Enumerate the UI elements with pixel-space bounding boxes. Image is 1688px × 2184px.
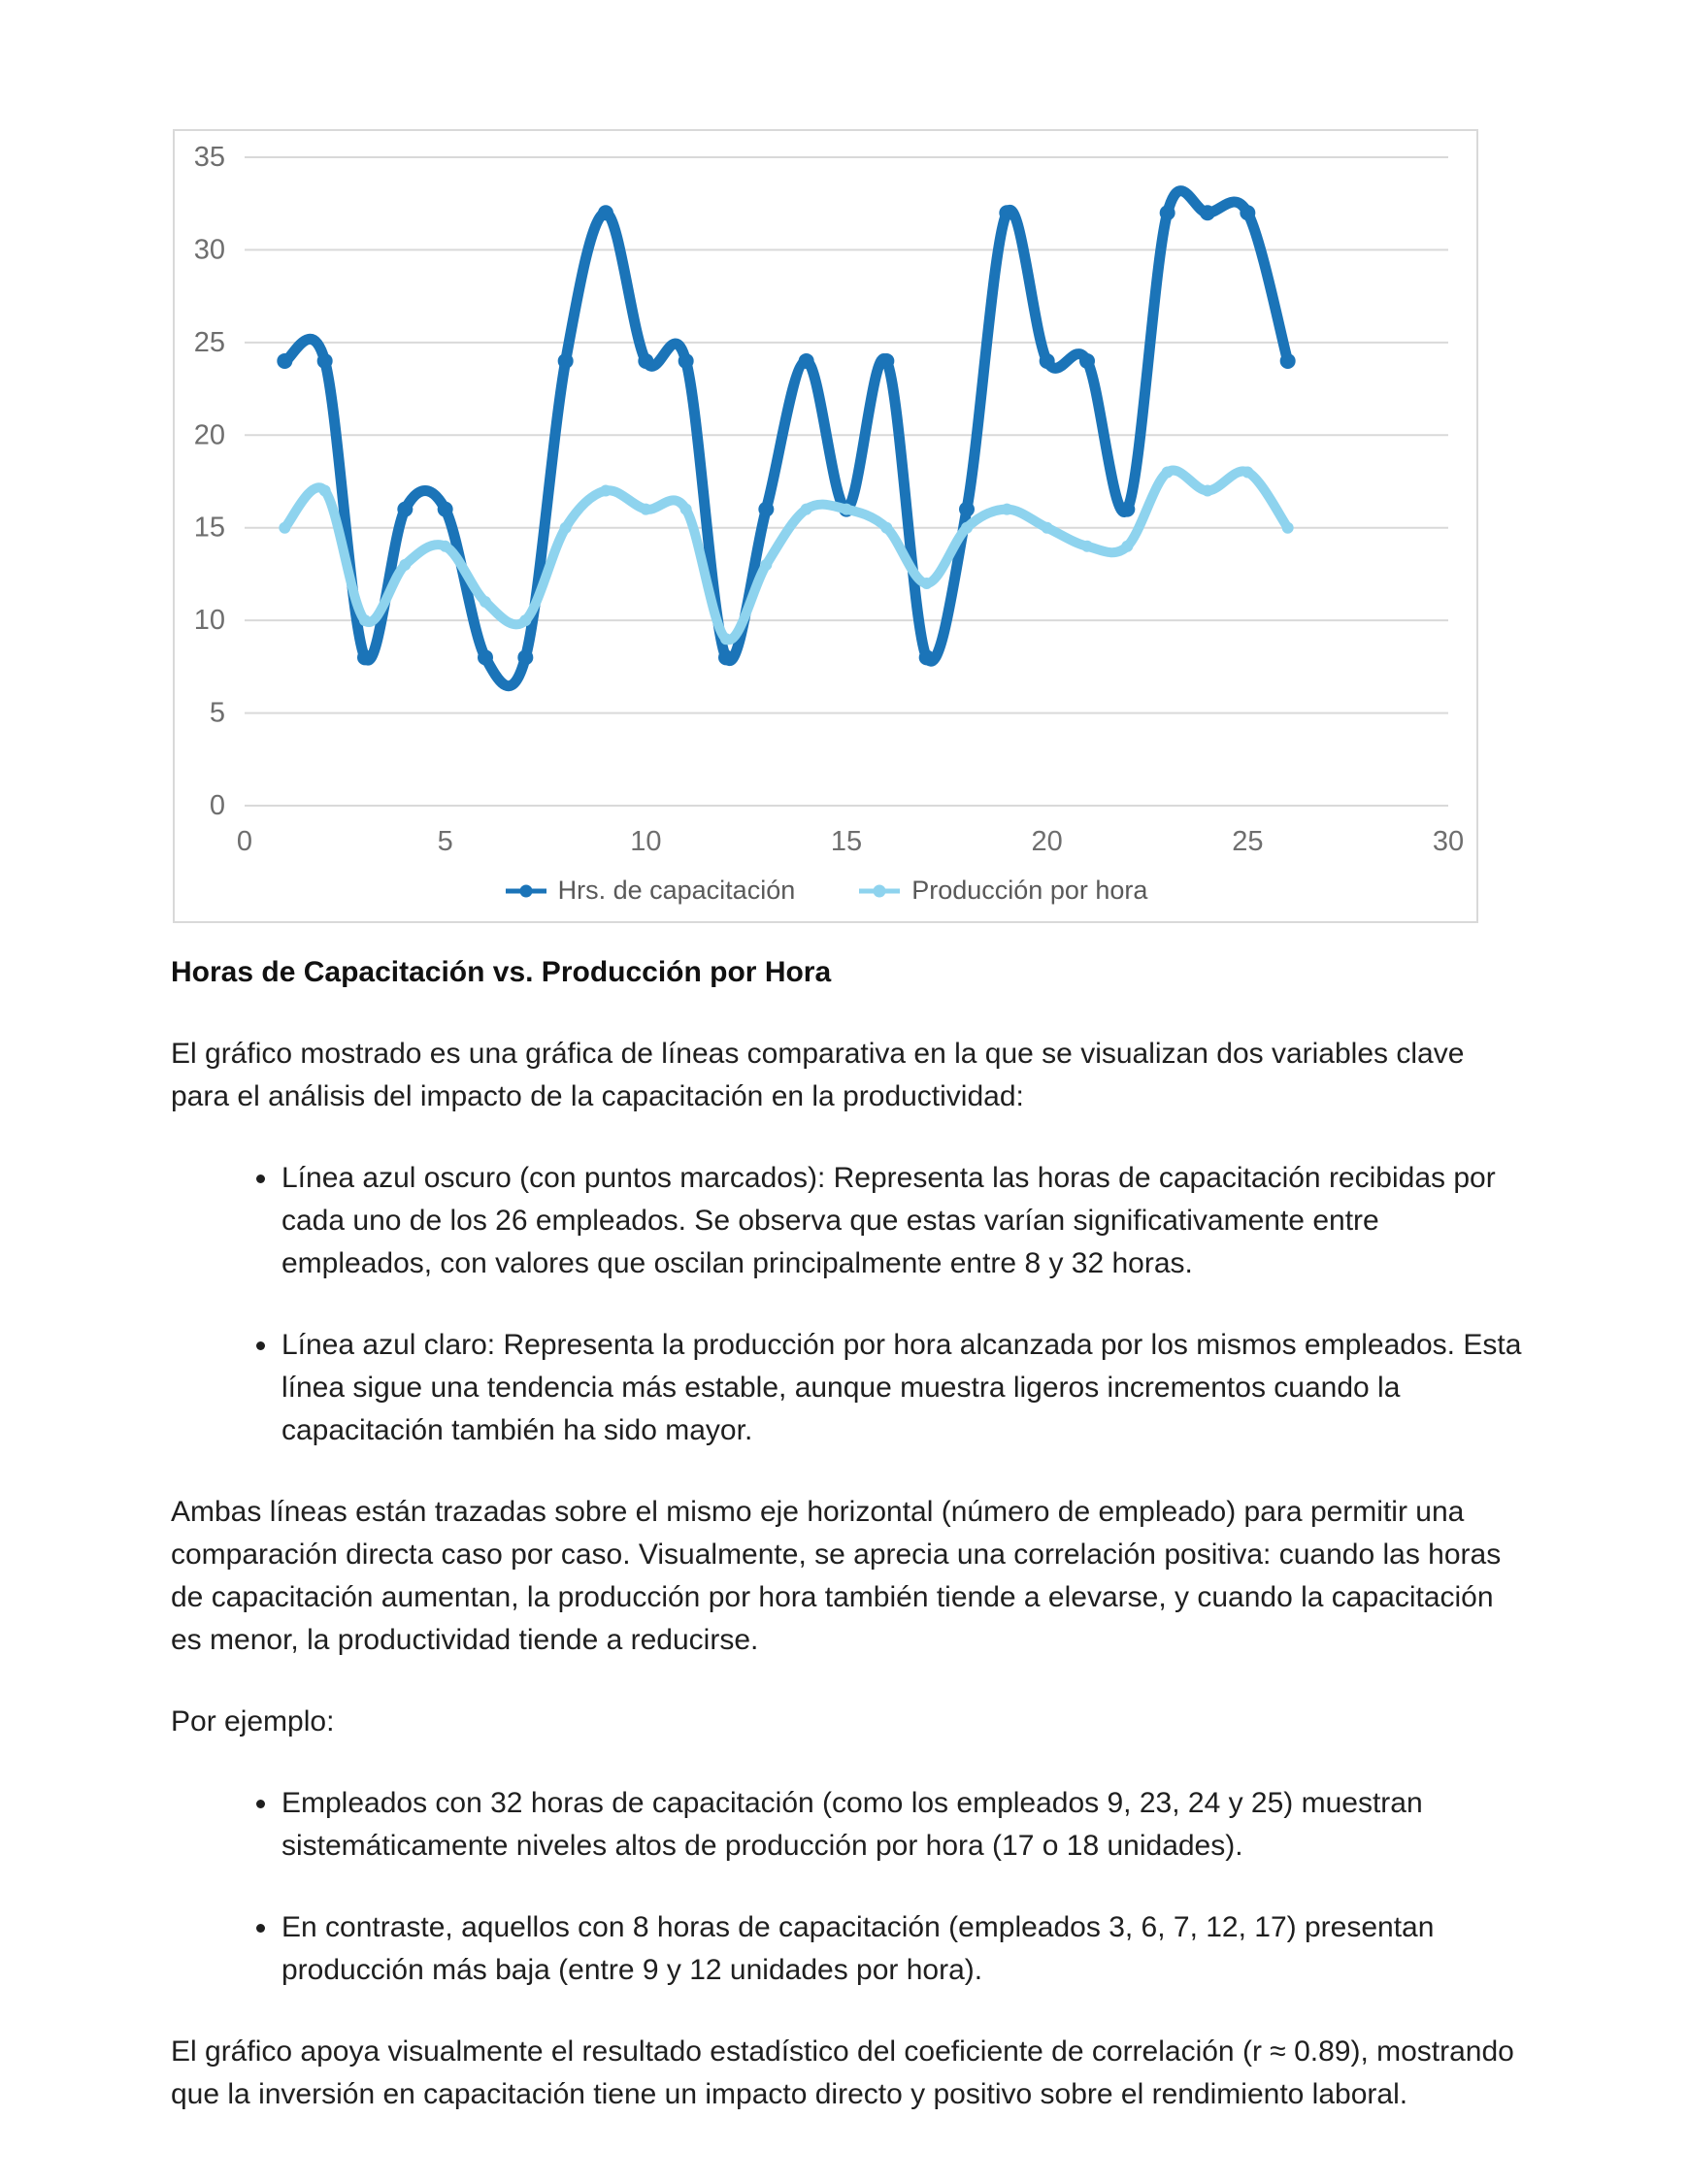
list-item-light-line: • Línea azul claro: Representa la producción por hora alcanzada por los mismos empleados. Esta línea sigue una tendencia más estable, aunque muestra ligeros incrementos cuando la capacitación también ha sido mayor. [280, 1324, 1530, 1452]
data-point-marker [799, 353, 814, 369]
data-point-marker [1282, 522, 1294, 534]
legend-item-hrs-capacitacion [504, 876, 796, 906]
line-chart [175, 131, 1476, 921]
data-point-marker [959, 502, 975, 517]
data-point-marker [1121, 541, 1133, 552]
list-item-dark-line: • Línea azul oscuro (con puntos marcados): Representa las horas de capacitación recibidas por cada uno de los 26 empleados. Se observa que estas varían significativamente entre empleados, con valores que oscilan principalmente entre 8 y 32 horas. [280, 1157, 1530, 1285]
data-point-marker [1001, 504, 1012, 515]
x-tick-label: 0 [236, 826, 253, 857]
data-point-marker [480, 596, 491, 608]
data-point-marker [758, 502, 774, 517]
data-point-marker [919, 649, 935, 665]
data-point-marker [1040, 353, 1055, 369]
data-point-marker [638, 353, 653, 369]
series-line-hrs-capacitacion [284, 191, 1287, 686]
y-tick-label: 10 [193, 605, 225, 637]
data-point-marker [1202, 485, 1213, 497]
data-point-marker [880, 522, 892, 534]
legend-label-series2: Producción por hora [911, 876, 1148, 905]
y-tick-label: 30 [193, 234, 225, 266]
data-point-marker [359, 614, 371, 626]
x-tick-label: 15 [830, 826, 863, 857]
data-point-marker [319, 485, 331, 497]
data-point-marker [279, 522, 290, 534]
data-point-marker [1200, 205, 1215, 220]
data-point-marker [519, 614, 531, 626]
data-point-marker [397, 502, 413, 517]
data-point-marker [841, 504, 852, 515]
data-point-marker [558, 353, 574, 369]
example-intro-paragraph: Por ejemplo: [171, 1705, 335, 1737]
data-point-marker [399, 559, 411, 571]
data-point-marker [760, 559, 772, 571]
data-point-marker [1240, 205, 1255, 220]
list-item-low-training: • En contraste, aquellos con 8 horas de capacitación (empleados 3, 6, 7, 12, 17) presentan producción más baja (entre 9 y 12 unidades por hora). [280, 1906, 1530, 1992]
data-point-marker [801, 504, 812, 515]
data-point-marker [1079, 353, 1095, 369]
x-tick-label: 25 [1232, 826, 1264, 857]
example-list [171, 1782, 1530, 1992]
data-point-marker [317, 353, 333, 369]
y-tick-label: 15 [193, 512, 225, 544]
data-point-marker [277, 353, 292, 369]
data-point-marker [1119, 502, 1135, 517]
data-point-marker [478, 649, 493, 665]
comparison-paragraph: Ambas líneas están trazadas sobre el mismo eje horizontal (número de empleado) para permitir una comparación directa caso por caso. Visualmente, se aprecia una correlación positiva: cuando las horas de capacitación aumentan, la producción por hora también tiende a elevarse, y cuando la capacitación es menor, la productividad tiende a reducirse. [171, 1496, 1502, 1656]
y-tick-label: 5 [209, 697, 225, 729]
data-point-marker [440, 541, 451, 552]
x-tick-label: 20 [1031, 826, 1063, 857]
data-point-marker [598, 205, 613, 220]
y-tick-label: 25 [193, 326, 225, 358]
data-point-marker [680, 504, 692, 515]
light-line-marker-icon [857, 884, 902, 898]
data-point-marker [357, 649, 373, 665]
legend-label-series1: Hrs. de capacitación [557, 876, 796, 905]
y-tick-label: 20 [193, 419, 225, 451]
data-point-marker [1280, 353, 1296, 369]
line-description-list [171, 1157, 1530, 1452]
data-point-marker [1160, 205, 1175, 220]
legend-item-produccion-por-hora [857, 876, 1147, 906]
data-point-marker [878, 353, 894, 369]
data-point-marker [961, 522, 973, 534]
data-point-marker [1241, 466, 1253, 478]
data-point-marker [1042, 522, 1053, 534]
document-heading: Horas de Capacitación vs. Producción por Hora [171, 956, 832, 988]
data-point-marker [679, 353, 694, 369]
data-point-marker [438, 502, 453, 517]
data-point-marker [640, 504, 651, 515]
conclusion-paragraph: El gráfico apoya visualmente el resultado estadístico del coeficiente de correlación (r ≈ 0.89), mostrando que la inversión en capacitación tiene un impacto directo y positivo sobre el rendimiento laboral. [171, 2035, 1514, 2110]
document-body [171, 951, 1530, 2155]
data-point-marker [1162, 466, 1174, 478]
x-tick-label: 10 [630, 826, 662, 857]
y-tick-label: 0 [209, 790, 225, 821]
data-point-marker [921, 578, 933, 589]
dark-line-marker-icon [504, 884, 548, 898]
y-tick-label: 35 [193, 142, 225, 173]
data-point-marker [600, 485, 612, 497]
data-point-marker [1081, 541, 1093, 552]
data-point-marker [999, 205, 1014, 220]
x-tick-label: 30 [1432, 826, 1465, 857]
chart-container [173, 129, 1478, 923]
data-point-marker [517, 649, 533, 665]
chart-legend [175, 876, 1476, 906]
data-point-marker [560, 522, 572, 534]
data-point-marker [718, 649, 734, 665]
list-item-high-training: • Empleados con 32 horas de capacitación (como los empleados 9, 23, 24 y 25) muestran sistemáticamente niveles altos de producción por hora (17 o 18 unidades). [280, 1782, 1530, 1868]
intro-paragraph: El gráfico mostrado es una gráfica de líneas comparativa en la que se visualizan dos variables clave para el análisis del impacto de la capacitación en la productividad: [171, 1038, 1465, 1112]
data-point-marker [720, 633, 732, 645]
x-tick-label: 5 [437, 826, 453, 857]
